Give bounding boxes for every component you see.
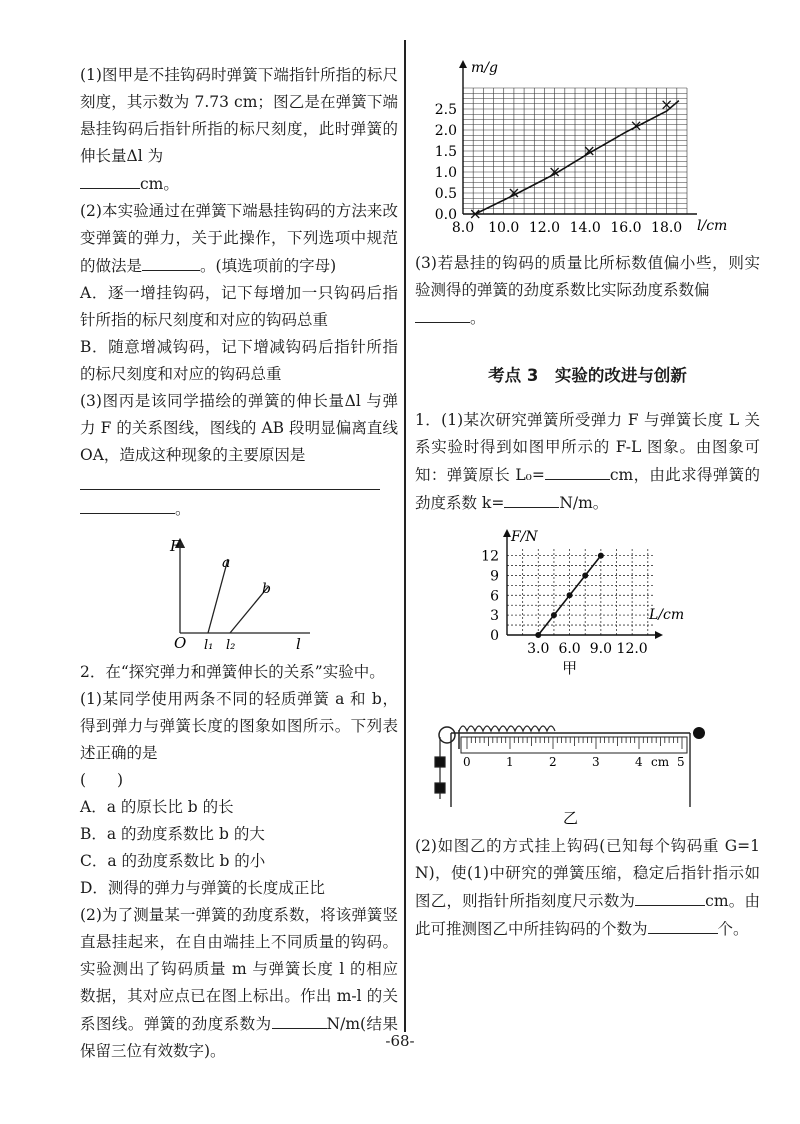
q2-option-b: B．a 的劲度系数比 b 的大 bbox=[80, 825, 265, 843]
y-tick-label: 0.0 bbox=[434, 207, 457, 223]
left-column: (1)图甲是不挂钩码时弹簧下端指针所指的标尺刻度，其示数为 7.73 cm；图乙是在弹簧下端悬挂钩码后指针所指的标尺刻度，此时弹簧的伸长量Δl 为 cm。 (2)本实验通过在弹簧下端悬挂钩码的方法来改变弹簧的弹力，关于此操作，下列选项中规范的做法是 。(填选项前的字母) A．逐一增挂钩码，记下每增加一只钩码后指针所指的标尺刻度和对应的钩码总重 B．随意增减钩码，记下增减钩码后指针所指的标尺刻度和对应的钩码总重 (3)图丙是该同学描绘的弹簧的伸长量Δl 与弹力 F 的关系图线，图线的 AB 段明显偏离直线 OA，造成这种现象的主要原因是 。 F O a b l₁ l₂ l 2．在“探究弹力和弹簧伸长的关系”实验中。 (1)某同学使用两条不同的轻质弹簧 a 和 b，得到弹力与弹簧长度的图象如图所示。下列表述正确的是 ( ) A．a 的原长比 b 的长 B．a 的劲度系数比 b 的大 C．a 的劲度系数比 b 的小 D．测得的弹力与弹簧的长度成正比 (2)为了测量某一弹簧的劲度系数，将该弹簧竖直悬挂起来，在自由端挂上不同质量的钩码。实验测出了钩码质量 m 与弹簧长度 l 的相应数据，其对应点已在图上标出。作出 m-l 的关系图线。弹簧的劲度系数为 N/m(结果保留三位有效数字)。 bbox=[80, 62, 398, 1065]
data-point bbox=[582, 572, 588, 578]
q-part1: (1)图甲是不挂钩码时弹簧下端指针所指的标尺刻度，其示数为 7.73 cm；图乙是在弹簧下端悬挂钩码后指针所指的标尺刻度，此时弹簧的伸长量Δl 为 cm。 bbox=[80, 66, 398, 193]
spring-icon bbox=[459, 726, 555, 731]
x-axis-label: L/cm bbox=[649, 607, 685, 623]
f-l-chart-jia bbox=[415, 523, 760, 683]
r-q-part3: (3)若悬挂的钩码的质量比所标数值偏小些，则实验测得的弹簧的劲度系数比实际劲度系数偏 。 bbox=[415, 254, 760, 327]
answer-blank[interactable] bbox=[545, 461, 610, 480]
origin-label: O bbox=[174, 634, 187, 651]
ruler-tick-label: 0 bbox=[463, 755, 471, 769]
ruler-tick-label: 1 bbox=[506, 755, 514, 769]
answer-blank[interactable] bbox=[80, 170, 140, 189]
spring-ruler-figure bbox=[415, 719, 760, 829]
x-tick-label: 6.0 bbox=[558, 641, 581, 657]
y-tick-label: 6 bbox=[490, 588, 499, 605]
answer-blank[interactable] bbox=[142, 252, 200, 271]
answer-blank[interactable] bbox=[272, 1010, 327, 1029]
ruler-unit: cm bbox=[651, 755, 670, 769]
x-tick-label: 18.0 bbox=[651, 220, 683, 236]
option-a: A．逐一增挂钩码，记下每增加一只钩码后指针所指的标尺刻度和对应的钩码总重 bbox=[80, 284, 398, 329]
support-frame bbox=[451, 733, 690, 807]
y-tick-label: 2.5 bbox=[434, 102, 457, 118]
x-axis-label: l/cm bbox=[697, 218, 728, 234]
option-b: B．随意增减钩码，记下增减钩码后指针所指的标尺刻度和对应的钩码总重 bbox=[80, 338, 398, 383]
q-part3: (3)图丙是该同学描绘的弹簧的伸长量Δl 与弹力 F 的关系图线，图线的 AB 段明显偏离直线 OA，造成这种现象的主要原因是 bbox=[80, 392, 398, 464]
x-tick-label: 16.0 bbox=[610, 220, 642, 236]
page-number: -68- bbox=[385, 1032, 415, 1050]
ruler-tick-label: 3 bbox=[592, 755, 600, 769]
y-tick-label: 12 bbox=[481, 548, 499, 565]
y-tick-label: 1.0 bbox=[434, 165, 457, 181]
f-l-figure bbox=[80, 529, 398, 651]
l2-label: l₂ bbox=[226, 638, 236, 651]
ruler-tick-label: 4 bbox=[635, 755, 643, 769]
answer-line[interactable] bbox=[80, 475, 380, 490]
q2-paren[interactable]: ( ) bbox=[80, 771, 124, 789]
y-tick-label: 2.0 bbox=[434, 123, 457, 139]
l1-label: l₁ bbox=[204, 638, 214, 651]
q-part2: (2)本实验通过在弹簧下端悬挂钩码的方法来改变弹簧的弹力，关于此操作，下列选项中规范的做法是 。(填选项前的字母) bbox=[80, 202, 398, 275]
end-knob bbox=[693, 727, 705, 739]
data-point bbox=[535, 632, 541, 638]
y-axis-label: F/N bbox=[511, 529, 538, 545]
right-column bbox=[415, 54, 760, 943]
y-tick-label: 0.5 bbox=[434, 186, 457, 202]
l-label: l bbox=[296, 635, 301, 651]
ruler-tick-label: 2 bbox=[549, 755, 557, 769]
column-divider bbox=[404, 40, 406, 1032]
answer-line[interactable] bbox=[80, 499, 175, 514]
ruler bbox=[461, 737, 687, 769]
y-axis-arrow bbox=[503, 529, 511, 537]
chart-caption: 甲 bbox=[562, 659, 578, 677]
q2-option-d: D．测得的弹力与弹簧的长度成正比 bbox=[80, 879, 325, 897]
x-tick-label: 10.0 bbox=[488, 220, 520, 236]
x-tick-label: 14.0 bbox=[569, 220, 601, 236]
q2-part2: (2)为了测量某一弹簧的劲度系数，将该弹簧竖直悬挂起来，在自由端挂上不同质量的钩码。实验测出了钩码质量 m 与弹簧长度 l 的相应数据，其对应点已在图上标出。作出 m-l 的关系图线。弹簧的劲度系数为 N/m(结果保留三位有效数字)。 bbox=[80, 906, 398, 1060]
x-tick-label: 12.0 bbox=[528, 220, 561, 236]
section-title: 考点 3 实验的改进与创新 bbox=[488, 366, 687, 385]
q2-option-c: C．a 的劲度系数比 b 的小 bbox=[80, 852, 266, 870]
b-label: b bbox=[262, 581, 271, 597]
x-axis-arrow bbox=[655, 631, 663, 639]
y-axis-label: m/g bbox=[471, 60, 498, 76]
q2-part1: (1)某同学使用两条不同的轻质弹簧 a 和 b，得到弹力与弹簧长度的图象如图所示。下列表述正确的是 bbox=[80, 690, 398, 762]
f-label: F bbox=[170, 537, 181, 555]
x-tick-label: 3.0 bbox=[527, 641, 550, 657]
y-tick-label: 9 bbox=[490, 568, 499, 585]
figure-yi-caption: 乙 bbox=[563, 809, 579, 827]
pulley-icon bbox=[439, 727, 455, 743]
q2-option-a: A．a 的原长比 b 的长 bbox=[80, 798, 234, 816]
y-tick-label: 3 bbox=[490, 608, 499, 625]
r-q1-part2: (2)如图乙的方式挂上钩码(已知每个钩码重 G=1 N)，使(1)中研究的弹簧压缩，稳定后指针指示如图乙，则指针所指刻度尺示数为 cm。由此可推测图乙中所挂钩码的个数为 个。 bbox=[415, 837, 760, 938]
answer-blank[interactable] bbox=[415, 304, 470, 323]
fit-line bbox=[475, 101, 679, 214]
y-axis-arrow bbox=[459, 60, 467, 68]
a-label: a bbox=[222, 555, 231, 571]
data-point bbox=[551, 612, 557, 618]
y-tick-label: 1.5 bbox=[434, 144, 457, 160]
x-tick-label: 12.0 bbox=[616, 641, 648, 657]
x-tick-label: 8.0 bbox=[451, 220, 475, 236]
data-point bbox=[567, 592, 573, 598]
ruler-tick-label: 5 bbox=[677, 755, 685, 769]
answer-blank[interactable] bbox=[635, 887, 705, 906]
answer-blank[interactable] bbox=[648, 915, 718, 934]
question-2: 2．在“探究弹力和弹簧伸长的关系”实验中。 bbox=[80, 663, 385, 681]
hanging-weights bbox=[435, 737, 445, 799]
r-question-1: 1．(1)某次研究弹簧所受弹力 F 与弹簧长度 L 关系实验时得到如图甲所示的 F-L 图象。由图象可知：弹簧原长 L₀= cm，由此求得弹簧的劲度系数 k= N/m。 bbox=[415, 411, 760, 512]
data-point bbox=[598, 553, 604, 559]
x-tick-label: 9.0 bbox=[589, 641, 612, 657]
m-l-chart bbox=[415, 54, 755, 242]
answer-blank[interactable] bbox=[504, 489, 559, 508]
y-tick-label: 0 bbox=[490, 628, 499, 644]
